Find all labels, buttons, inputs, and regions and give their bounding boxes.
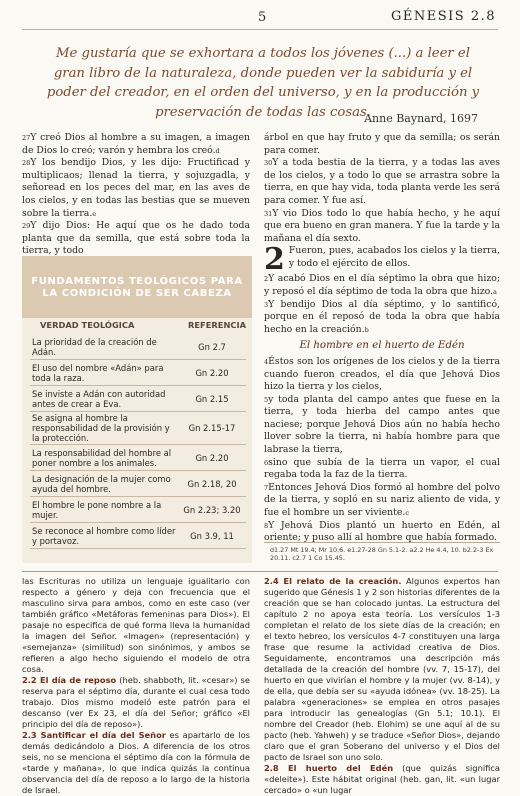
chart-col-reference: REFERENCIA: [188, 320, 246, 330]
chart-row: [30, 523, 246, 549]
running-header: GÉNESIS 2.8: [391, 9, 496, 24]
chart-row: [30, 334, 246, 360]
study-note: 2.4 El relato de la creación. Algunos expertos han sugerido que Génesis 1 y 2 son historias diferentes de la creación que se han colocado juntas. La estructura del capítulo 2 no apoya esta teoría. Los versículos 1-3 completan el relato de los siete días de la creación; en el texto hebreo, los versículos 4-7 constituyen una larga frase que resume la actividad creativa de Dios. Seguidamente, encontramos una descripción más detallada de la creación del hombre (vv. 7, 15-17), del huerto en que vivirían el hombre y la mujer (vv. 8-14), y de ella, que debía ser su «ayuda idónea» (vv. 18-25). La palabra «generaciones» se emplea en otros pasajes para introducir las genealogías (Gn 5.1; 10.1). El nombre del Creador (heb. Elohim) se une aquí al de su pacto (heb. Yahweh) y se traduce «Señor Dios», dejando claro que el gran Soberano del universo y el Dios del pacto de Israel son uno solo.: [264, 576, 501, 762]
chart-reference-cell: Gn 2.20: [178, 445, 246, 471]
page-number: 5: [258, 10, 267, 25]
verse: $^6$sino que subía de la tierra un vapor, el cual regaba toda la faz de la tierra.: [264, 456, 500, 481]
chart-row: [30, 386, 246, 412]
notes-divider: [22, 571, 498, 572]
chart-row: [30, 445, 246, 471]
verse: $^2$Y acabó Dios en el día séptimo la obra que hizo; y reposó el día séptimo de toda la obra que hizo.$^a$: [264, 273, 500, 297]
chart-row: [30, 360, 246, 386]
chart-truth-cell: Se reconoce al hombre como líder y portavoz.: [30, 523, 178, 549]
chart-truth-cell: La prioridad de la creación de Adán.: [30, 334, 178, 360]
verse: $^{29}$Y dijo Dios: He aquí que os he dado toda planta que da semilla, que está sobre toda la tierra, y todo: [22, 220, 250, 257]
study-note: las Escrituras no utiliza un lenguaje igualitario con respecto a género y deja con frecuencia que el masculino sirva para ambos, como en este caso (ver también gráfico «Metáforas femeninas para Dios»). El pasaje no especifica de qué forma lleva la humanidad la imagen del Señor. «Imagen» (representación) y «semejanza» (similitud) son sinónimos, y ambos se refieren a algo hecho siguiendo el modelo de otra cosa.: [22, 576, 250, 674]
chart-truth-cell: Se inviste a Adán con autoridad antes de crear a Eva.: [30, 386, 178, 412]
epigraph-author: Anne Baynard, 1697: [364, 112, 478, 125]
verse: $^{28}$Y los bendijo Dios, y les dijo: Fructificad y multiplicaos; llenad la tierra, y sojuzgadla, y señoread en los peces del mar, en las aves de los cielos, y en todas las bestias que se mueven sobre la tierra.$^e$: [22, 157, 250, 219]
verse: árbol en que hay fruto y que da semilla; os serán para comer.: [264, 132, 500, 156]
verse: $^{30}$Y a toda bestia de la tierra, y a todas las aves de los cielos, y a todo lo que se arrastra sobre la tierra, en que hay vida, toda planta verde les será para comer. Y fue así.: [264, 157, 500, 206]
epigraph-quote: Me gustaría que se exhortara a todos los jóvenes (...) a leer el gran libro de la naturaleza, donde pueden ver la sabiduría y el poder del creador, en el orden del universo, y en la producción y preservación de todas las cosas.: [46, 46, 480, 120]
chart-truth-cell: La designación de la mujer como ayuda del hombre.: [30, 471, 178, 497]
study-note: 2.2 El día de reposo (heb. shabboth, lit. «cesar») se reserva para el séptimo día, durante el cual cesa todo trabajo. Dios mismo modeló este patrón para el descanso (ver Ex 23, el día del Señor; gráfico «El principio del día de reposo»).: [22, 675, 250, 729]
chart-reference-cell: Gn 2.15-17: [178, 412, 246, 445]
cross-references: d1.27 Mt 19.4; Mr 10.6. e1.27-28 Gn 5.1-2. a2.2 He 4.4, 10. b2.2-3 Ex 20.11. c2.7 1 Co 15.45.: [270, 546, 494, 562]
verse: $^{27}$Y creó Dios al hombre a su imagen, a imagen de Dios lo creó; varón y hembra los creó.$^d$: [22, 132, 250, 156]
chart-reference-cell: Gn 2.18, 20: [178, 471, 246, 497]
verse: $^8$Y Jehová Dios plantó un huerto en Edén, al oriente; y puso allí al hombre que había formado.: [264, 519, 500, 544]
chart-col-truth: VERDAD TEOLÓGICA: [40, 320, 135, 330]
chart-truth-cell: El uso del nombre «Adán» para toda la raza.: [30, 360, 178, 386]
chart-reference-cell: Gn 3.9, 11: [178, 523, 246, 549]
verse: $^{31}$Y vio Dios todo lo que había hecho, y he aquí que era bueno en gran manera. Y fue la tarde y la mañana el día sexto.: [264, 207, 500, 244]
chapter-number: 2: [264, 242, 285, 278]
chart-truth-cell: La responsabilidad del hombre al poner nombre a los animales.: [30, 445, 178, 471]
chart-reference-cell: Gn 2.7: [178, 334, 246, 360]
cross-ref-divider: [264, 542, 500, 543]
study-notes-left: [22, 576, 250, 796]
chart-truth-cell: El hombre le pone nombre a la mujer.: [30, 497, 178, 523]
verse: $^7$Entonces Jehová Dios formó al hombre del polvo de la tierra, y sopló en su nariz aliento de vida, y fue el hombre un ser viviente.$^c$: [264, 481, 500, 519]
right-verse-column: [264, 132, 500, 545]
chart-reference-cell: Gn 2.23; 3.20: [178, 497, 246, 523]
chart-row: [30, 471, 246, 497]
study-notes-right: [264, 576, 500, 796]
chart-table: [30, 334, 246, 549]
header-divider: [22, 29, 498, 30]
left-verse-column: [22, 132, 250, 258]
study-note: 2.3 Santificar el día del Señor es apartarlo de los demás dedicándolo a Dios. A diferencia de los otros seis, no se menciona el séptimo día con la fórmula de «tarde y mañana», lo que indica quizás la continua observancia del día de reposo a lo largo de la historia de Israel.: [22, 730, 250, 795]
chart-row: [30, 497, 246, 523]
verse: $^3$Y bendijo Dios al día séptimo, y lo santificó, porque en él reposó de toda la obra que había hecho en la creación.$^b$: [264, 298, 500, 335]
chart-title: FUNDAMENTOS TEOLÓGICOS PARA LA CONDICIÓN DE SER CABEZA: [31, 276, 243, 299]
chapter-2-start: 2 Fueron, pues, acabados los cielos y la tierra, y todo el ejército de ellos.: [264, 242, 500, 278]
chart-row: [30, 412, 246, 445]
chart-reference-cell: Gn 2.20: [178, 360, 246, 386]
verse: $^5$y toda planta del campo antes que fuese en la tierra, y toda hierba del campo antes que naciese; porque Jehová Dios aún no había hecho llover sobre la tierra, ni había hombre para que labrase la tierra,: [264, 393, 500, 456]
study-note: 2.8 El huerto del Edén (que quizás significa «deleite»). Este hábitat original (heb. gan, lit. «un lugar cercado» o «un lugar: [264, 763, 501, 795]
verse: $^4$Éstos son los orígenes de los cielos y de la tierra cuando fueron creados, el día que Jehová Dios hizo la tierra y los cielos,: [264, 355, 500, 393]
chart-reference-cell: Gn 2.15: [178, 386, 246, 412]
chart-truth-cell: Se asigna al hombre la responsabilidad de la provisión y la protección.: [30, 412, 178, 445]
section-heading: El hombre en el huerto de Edén: [299, 340, 465, 352]
